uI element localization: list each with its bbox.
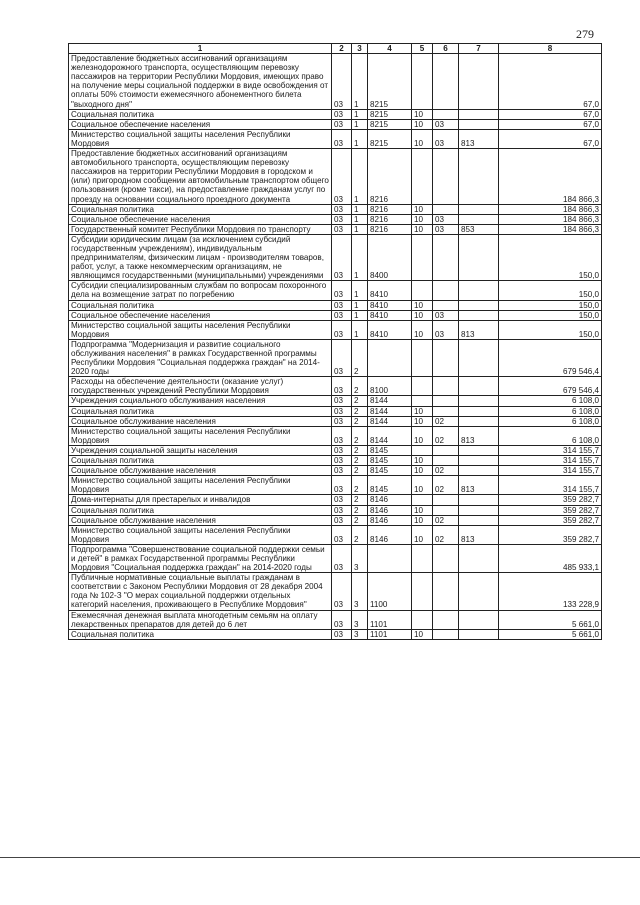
row-col-3: 1 xyxy=(352,214,368,224)
row-col-2: 03 xyxy=(332,456,352,466)
row-col-4: 8215 xyxy=(368,129,412,148)
row-amount: 6 108,0 xyxy=(499,416,602,426)
row-col-4: 8215 xyxy=(368,54,412,110)
row-col-4: 8400 xyxy=(368,234,412,280)
row-amount: 359 282,7 xyxy=(499,525,602,544)
row-amount: 6 108,0 xyxy=(499,426,602,445)
row-col-2: 03 xyxy=(332,339,352,376)
row-col-3: 2 xyxy=(352,456,368,466)
row-col-4: 8144 xyxy=(368,416,412,426)
row-col-3: 2 xyxy=(352,466,368,476)
row-name: Социальная политика xyxy=(69,204,332,214)
table-row xyxy=(69,544,602,572)
row-col-7: 813 xyxy=(459,320,499,339)
row-col-6 xyxy=(433,396,459,406)
row-amount: 184 866,3 xyxy=(499,149,602,205)
row-col-7 xyxy=(459,505,499,515)
row-col-6 xyxy=(433,149,459,205)
row-col-4: 8410 xyxy=(368,320,412,339)
row-col-3: 1 xyxy=(352,129,368,148)
row-amount: 679 546,4 xyxy=(499,377,602,396)
row-col-3: 1 xyxy=(352,281,368,300)
row-col-4: 8215 xyxy=(368,109,412,119)
row-col-6 xyxy=(433,544,459,572)
budget-table xyxy=(68,43,602,640)
table-row xyxy=(69,377,602,396)
row-col-7 xyxy=(459,339,499,376)
table-row xyxy=(69,281,602,300)
header-col-4: 4 xyxy=(368,44,412,54)
row-col-2: 03 xyxy=(332,610,352,629)
table-row xyxy=(69,505,602,515)
header-col-3: 3 xyxy=(352,44,368,54)
row-col-2: 03 xyxy=(332,54,352,110)
row-col-3: 2 xyxy=(352,339,368,376)
row-col-6 xyxy=(433,234,459,280)
row-name: Дома-интернаты для престарелых и инвалидов xyxy=(69,495,332,505)
row-col-5: 10 xyxy=(412,456,433,466)
table-row xyxy=(69,610,602,629)
row-col-3: 3 xyxy=(352,544,368,572)
row-col-4: 8145 xyxy=(368,445,412,455)
row-col-2: 03 xyxy=(332,149,352,205)
row-col-7 xyxy=(459,466,499,476)
row-col-6 xyxy=(433,610,459,629)
row-col-7 xyxy=(459,495,499,505)
row-col-5 xyxy=(412,54,433,110)
row-col-4: 8144 xyxy=(368,406,412,416)
row-amount: 5 661,0 xyxy=(499,629,602,639)
row-col-7 xyxy=(459,214,499,224)
row-name: Социальное обслуживание населения xyxy=(69,515,332,525)
row-col-4: 8145 xyxy=(368,476,412,495)
row-col-7 xyxy=(459,109,499,119)
row-col-4: 8410 xyxy=(368,281,412,300)
row-col-7: 813 xyxy=(459,476,499,495)
row-col-6 xyxy=(433,300,459,310)
row-col-3: 1 xyxy=(352,119,368,129)
row-name: Социальное обслуживание населения xyxy=(69,416,332,426)
table-row xyxy=(69,234,602,280)
row-col-3: 1 xyxy=(352,300,368,310)
row-name: Предоставление бюджетных ассигнований организациям железнодорожного транспорта, осуществляющим перевозку пассажиров на территории Республики Мордовия, имеющих право на получение меры социальной поддержки в виде освобождения от оплаты 50% стоимости ежемесячного абонементного билета "выходного дня" xyxy=(69,54,332,110)
row-col-5: 10 xyxy=(412,129,433,148)
row-col-3: 1 xyxy=(352,149,368,205)
row-col-5: 10 xyxy=(412,310,433,320)
row-col-3: 2 xyxy=(352,505,368,515)
row-col-3: 1 xyxy=(352,310,368,320)
row-col-7: 853 xyxy=(459,224,499,234)
row-col-2: 03 xyxy=(332,495,352,505)
row-name: Учреждения социальной защиты населения xyxy=(69,445,332,455)
table-row xyxy=(69,129,602,148)
row-col-6: 02 xyxy=(433,426,459,445)
row-col-5 xyxy=(412,495,433,505)
row-col-5 xyxy=(412,396,433,406)
row-col-7 xyxy=(459,445,499,455)
row-col-5: 10 xyxy=(412,204,433,214)
row-amount: 359 282,7 xyxy=(499,515,602,525)
row-col-7: 813 xyxy=(459,525,499,544)
row-col-4: 8146 xyxy=(368,495,412,505)
row-amount: 359 282,7 xyxy=(499,505,602,515)
header-col-2: 2 xyxy=(332,44,352,54)
row-col-7 xyxy=(459,54,499,110)
row-name: Социальная политика xyxy=(69,109,332,119)
row-col-6: 03 xyxy=(433,129,459,148)
row-name: Министерство социальной защиты населения Республики Мордовия xyxy=(69,525,332,544)
row-col-3: 1 xyxy=(352,109,368,119)
row-name: Ежемесячная денежная выплата многодетным семьям на оплату лекарственных препаратов для детей до 6 лет xyxy=(69,610,332,629)
row-col-2: 03 xyxy=(332,214,352,224)
row-col-2: 03 xyxy=(332,320,352,339)
table-row xyxy=(69,320,602,339)
row-name: Государственный комитет Республики Мордовия по транспорту xyxy=(69,224,332,234)
row-col-3: 2 xyxy=(352,396,368,406)
row-col-6: 03 xyxy=(433,224,459,234)
row-col-5: 10 xyxy=(412,515,433,525)
row-col-5: 10 xyxy=(412,406,433,416)
header-col-7: 7 xyxy=(459,44,499,54)
row-col-6 xyxy=(433,406,459,416)
row-col-5: 10 xyxy=(412,214,433,224)
table-row xyxy=(69,109,602,119)
row-name: Социальное обеспечение населения xyxy=(69,119,332,129)
row-col-5: 10 xyxy=(412,300,433,310)
row-col-3: 2 xyxy=(352,476,368,495)
table-row xyxy=(69,445,602,455)
row-amount: 184 866,3 xyxy=(499,224,602,234)
row-col-4: 8145 xyxy=(368,466,412,476)
row-col-2: 03 xyxy=(332,310,352,320)
row-amount: 150,0 xyxy=(499,281,602,300)
row-col-4: 8216 xyxy=(368,204,412,214)
row-col-7 xyxy=(459,456,499,466)
row-col-5: 10 xyxy=(412,426,433,445)
row-col-4 xyxy=(368,544,412,572)
row-col-2: 03 xyxy=(332,300,352,310)
row-col-2: 03 xyxy=(332,129,352,148)
row-col-6 xyxy=(433,505,459,515)
row-name: Социальная политика xyxy=(69,300,332,310)
row-col-6 xyxy=(433,54,459,110)
row-col-4: 8146 xyxy=(368,515,412,525)
row-col-2: 03 xyxy=(332,416,352,426)
row-col-7 xyxy=(459,515,499,525)
row-col-7 xyxy=(459,119,499,129)
row-amount: 150,0 xyxy=(499,300,602,310)
row-col-6: 03 xyxy=(433,214,459,224)
row-col-7 xyxy=(459,310,499,320)
row-amount: 133 228,9 xyxy=(499,573,602,610)
row-col-5 xyxy=(412,377,433,396)
row-col-3: 1 xyxy=(352,54,368,110)
row-col-3: 2 xyxy=(352,525,368,544)
row-amount: 150,0 xyxy=(499,234,602,280)
row-col-3: 1 xyxy=(352,234,368,280)
row-col-6 xyxy=(433,495,459,505)
row-amount: 67,0 xyxy=(499,54,602,110)
row-amount: 485 933,1 xyxy=(499,544,602,572)
header-col-6: 6 xyxy=(433,44,459,54)
table-row xyxy=(69,300,602,310)
row-amount: 184 866,3 xyxy=(499,214,602,224)
row-col-5 xyxy=(412,234,433,280)
row-col-7 xyxy=(459,573,499,610)
row-col-2: 03 xyxy=(332,515,352,525)
row-col-5: 10 xyxy=(412,109,433,119)
row-name: Министерство социальной защиты населения Республики Мордовия xyxy=(69,129,332,148)
table-row xyxy=(69,416,602,426)
row-name: Субсидии специализированным службам по вопросам похоронного дела на возмещение затрат по погребению xyxy=(69,281,332,300)
row-col-5 xyxy=(412,339,433,376)
row-col-2: 03 xyxy=(332,119,352,129)
row-col-5: 10 xyxy=(412,466,433,476)
row-amount: 314 155,7 xyxy=(499,445,602,455)
row-col-4: 8144 xyxy=(368,426,412,445)
row-col-6 xyxy=(433,339,459,376)
row-col-4: 1100 xyxy=(368,573,412,610)
table-row xyxy=(69,224,602,234)
row-col-6: 03 xyxy=(433,119,459,129)
row-amount: 6 108,0 xyxy=(499,396,602,406)
row-col-4: 8146 xyxy=(368,505,412,515)
row-col-7 xyxy=(459,281,499,300)
row-col-3: 2 xyxy=(352,416,368,426)
row-col-5: 10 xyxy=(412,525,433,544)
row-col-6 xyxy=(433,204,459,214)
row-col-2: 03 xyxy=(332,426,352,445)
page-number: 279 xyxy=(576,27,594,41)
row-col-2: 03 xyxy=(332,396,352,406)
row-name: Субсидии юридическим лицам (за исключением субсидий государственным учреждениям), индивидуальным предпринимателям, физическим лицам - производителям товаров, работ, услуг, а также некоммерческим организациям, не являющимся государственными (муниципальными) учреждениями xyxy=(69,234,332,280)
row-name: Предоставление бюджетных ассигнований организациям автомобильного транспорта, осуществляющим перевозку пассажиров на территории Республики Мордовия в городском и (или) пригородном сообщении автомобильным транспортом общего пользования (кроме такси), на предоставление гражданам услуг по проезду на основании социального проездного документа xyxy=(69,149,332,205)
table-body xyxy=(69,54,602,640)
header-col-8: 8 xyxy=(499,44,602,54)
row-col-7 xyxy=(459,149,499,205)
row-col-6: 03 xyxy=(433,310,459,320)
row-col-3: 3 xyxy=(352,573,368,610)
row-name: Социальная политика xyxy=(69,629,332,639)
row-col-2: 03 xyxy=(332,224,352,234)
table-row xyxy=(69,396,602,406)
row-col-3: 2 xyxy=(352,377,368,396)
row-col-2: 03 xyxy=(332,466,352,476)
row-col-7 xyxy=(459,204,499,214)
row-col-7 xyxy=(459,629,499,639)
row-col-5 xyxy=(412,445,433,455)
row-col-5 xyxy=(412,573,433,610)
row-name: Министерство социальной защиты населения Республики Мордовия xyxy=(69,426,332,445)
table-row xyxy=(69,573,602,610)
table-row xyxy=(69,466,602,476)
row-col-4: 8146 xyxy=(368,525,412,544)
row-col-5 xyxy=(412,610,433,629)
row-col-7: 813 xyxy=(459,129,499,148)
row-col-2: 03 xyxy=(332,281,352,300)
row-name: Подпрограмма "Модернизация и развитие социального обслуживания населения" в рамках Государственной программы Республики Мордовия "Социальная поддержка граждан" на 2014-2020 годы xyxy=(69,339,332,376)
row-col-3: 3 xyxy=(352,610,368,629)
header-col-5: 5 xyxy=(412,44,433,54)
row-col-2: 03 xyxy=(332,544,352,572)
row-col-6 xyxy=(433,109,459,119)
row-col-2: 03 xyxy=(332,234,352,280)
row-col-2: 03 xyxy=(332,204,352,214)
row-col-5 xyxy=(412,149,433,205)
row-col-4: 8216 xyxy=(368,224,412,234)
row-col-3: 1 xyxy=(352,320,368,339)
row-col-7 xyxy=(459,396,499,406)
row-col-4 xyxy=(368,339,412,376)
row-amount: 6 108,0 xyxy=(499,406,602,416)
row-col-6 xyxy=(433,456,459,466)
row-col-4: 8410 xyxy=(368,300,412,310)
row-col-6: 02 xyxy=(433,476,459,495)
row-amount: 359 282,7 xyxy=(499,495,602,505)
row-col-5: 10 xyxy=(412,416,433,426)
table-row xyxy=(69,204,602,214)
row-col-3: 1 xyxy=(352,204,368,214)
table-row xyxy=(69,339,602,376)
row-col-6 xyxy=(433,573,459,610)
table-row xyxy=(69,629,602,639)
row-name: Расходы на обеспечение деятельности (оказание услуг) государственных учреждений Республики Мордовия xyxy=(69,377,332,396)
table-row xyxy=(69,406,602,416)
row-col-5: 10 xyxy=(412,119,433,129)
table-row xyxy=(69,476,602,495)
row-col-2: 03 xyxy=(332,406,352,416)
row-name: Социальная политика xyxy=(69,406,332,416)
row-col-4: 8215 xyxy=(368,119,412,129)
row-amount: 314 155,7 xyxy=(499,466,602,476)
table-row xyxy=(69,310,602,320)
row-col-2: 03 xyxy=(332,573,352,610)
row-name: Социальное обеспечение населения xyxy=(69,310,332,320)
row-name: Министерство социальной защиты населения Республики Мордовия xyxy=(69,476,332,495)
row-name: Публичные нормативные социальные выплаты гражданам в соответствии с Законом Республики Мордовия от 28 декабря 2004 года № 102-З "О мерах социальной поддержки отдельных категорий населения, проживающего в Республике Мордовия" xyxy=(69,573,332,610)
row-amount: 67,0 xyxy=(499,119,602,129)
row-col-4: 8145 xyxy=(368,456,412,466)
row-col-2: 03 xyxy=(332,445,352,455)
row-col-3: 2 xyxy=(352,495,368,505)
row-col-2: 03 xyxy=(332,377,352,396)
row-col-3: 2 xyxy=(352,406,368,416)
row-col-2: 03 xyxy=(332,629,352,639)
row-name: Учреждения социального обслуживания населения xyxy=(69,396,332,406)
row-amount: 5 661,0 xyxy=(499,610,602,629)
row-col-5 xyxy=(412,281,433,300)
row-col-6: 02 xyxy=(433,416,459,426)
row-col-2: 03 xyxy=(332,476,352,495)
row-col-4: 8216 xyxy=(368,149,412,205)
row-col-7: 813 xyxy=(459,426,499,445)
row-col-3: 2 xyxy=(352,515,368,525)
row-col-7 xyxy=(459,406,499,416)
row-name: Социальная политика xyxy=(69,456,332,466)
row-name: Социальная политика xyxy=(69,505,332,515)
row-col-5: 10 xyxy=(412,224,433,234)
table-row xyxy=(69,214,602,224)
row-name: Подпрограмма "Совершенствование социальной поддержки семьи и детей" в рамках Государственной программы Республики Мордовия "Социальная поддержка граждан" на 2014-2020 годы xyxy=(69,544,332,572)
table-row xyxy=(69,149,602,205)
row-amount: 67,0 xyxy=(499,109,602,119)
table-row xyxy=(69,515,602,525)
row-col-5: 10 xyxy=(412,320,433,339)
row-amount: 67,0 xyxy=(499,129,602,148)
row-col-4: 8144 xyxy=(368,396,412,406)
table-row xyxy=(69,456,602,466)
row-col-6 xyxy=(433,629,459,639)
row-col-4: 1101 xyxy=(368,610,412,629)
row-col-2: 03 xyxy=(332,525,352,544)
row-col-7 xyxy=(459,300,499,310)
table-row xyxy=(69,54,602,110)
row-name: Социальное обеспечение населения xyxy=(69,214,332,224)
row-col-5: 10 xyxy=(412,629,433,639)
row-col-3: 3 xyxy=(352,629,368,639)
row-col-4: 1101 xyxy=(368,629,412,639)
row-col-6 xyxy=(433,281,459,300)
table-row xyxy=(69,426,602,445)
row-col-3: 1 xyxy=(352,224,368,234)
row-amount: 150,0 xyxy=(499,310,602,320)
row-col-6 xyxy=(433,445,459,455)
row-col-5: 10 xyxy=(412,476,433,495)
header-col-1: 1 xyxy=(69,44,332,54)
row-col-4: 8216 xyxy=(368,214,412,224)
row-col-7 xyxy=(459,610,499,629)
row-col-6: 02 xyxy=(433,515,459,525)
row-amount: 314 155,7 xyxy=(499,476,602,495)
table-row xyxy=(69,119,602,129)
row-col-3: 2 xyxy=(352,426,368,445)
row-amount: 184 866,3 xyxy=(499,204,602,214)
row-amount: 314 155,7 xyxy=(499,456,602,466)
row-col-7 xyxy=(459,544,499,572)
row-col-6: 02 xyxy=(433,466,459,476)
row-col-6 xyxy=(433,377,459,396)
table-header-row xyxy=(69,44,602,54)
row-name: Социальное обслуживание населения xyxy=(69,466,332,476)
row-col-7 xyxy=(459,377,499,396)
row-col-3: 2 xyxy=(352,445,368,455)
row-name: Министерство социальной защиты населения Республики Мордовия xyxy=(69,320,332,339)
row-col-6: 02 xyxy=(433,525,459,544)
row-col-2: 03 xyxy=(332,505,352,515)
row-amount: 150,0 xyxy=(499,320,602,339)
row-col-5 xyxy=(412,544,433,572)
row-col-7 xyxy=(459,234,499,280)
table-row xyxy=(69,495,602,505)
row-col-4: 8100 xyxy=(368,377,412,396)
row-col-7 xyxy=(459,416,499,426)
page-footer-rule xyxy=(0,857,640,858)
row-col-5: 10 xyxy=(412,505,433,515)
table-row xyxy=(69,525,602,544)
row-col-2: 03 xyxy=(332,109,352,119)
row-col-6: 03 xyxy=(433,320,459,339)
row-amount: 679 546,4 xyxy=(499,339,602,376)
row-col-4: 8410 xyxy=(368,310,412,320)
